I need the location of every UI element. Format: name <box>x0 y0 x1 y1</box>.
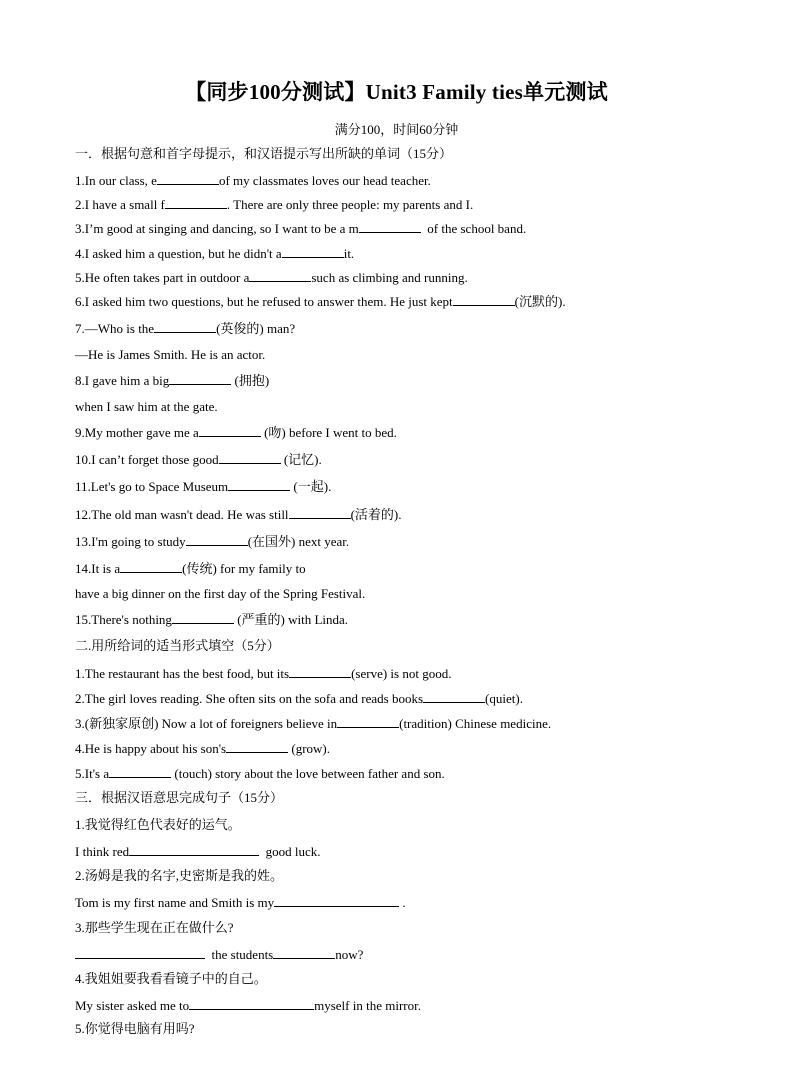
answer-blank[interactable] <box>165 196 227 209</box>
answer-blank[interactable] <box>453 293 515 306</box>
question-line: 5.He often takes part in outdoor a such as climbing and running. <box>75 270 468 285</box>
question-line: 2.汤姆是我的名字,史密斯是我的姓。 <box>75 868 284 883</box>
answer-blank[interactable] <box>154 320 216 333</box>
question-line: Tom is my first name and Smith is my . <box>75 895 406 910</box>
question-line: I think red good luck. <box>75 844 321 859</box>
question-line: 3.I’m good at singing and dancing, so I want to be a m of the school band. <box>75 221 527 236</box>
answer-blank[interactable] <box>109 765 171 778</box>
page-title: 【同步100分测试】Unit3 Family ties单元测试 <box>185 80 608 104</box>
answer-blank[interactable] <box>157 172 219 185</box>
answer-blank[interactable] <box>219 451 281 464</box>
answer-blank[interactable] <box>337 715 399 728</box>
answer-blank[interactable] <box>129 843 259 856</box>
question-line: 4.He is happy about his son's (grow). <box>75 741 331 756</box>
answer-blank[interactable] <box>249 269 311 282</box>
answer-blank[interactable] <box>172 611 234 624</box>
question-line: 1.我觉得红色代表好的运气。 <box>75 817 241 832</box>
section-3-heading: 三．根据汉语意思完成句子（15分） <box>75 790 284 805</box>
question-line: 3.(新独家原创) Now a lot of foreigners believe in (tradition) Chinese medicine. <box>75 716 552 731</box>
answer-blank[interactable] <box>274 894 399 907</box>
answer-blank[interactable] <box>186 533 248 546</box>
answer-blank[interactable] <box>282 245 344 258</box>
section-1-heading: 一．根据句意和首字母提示，和汉语提示写出所缺的单词（15分） <box>75 146 453 161</box>
answer-blank[interactable] <box>228 478 290 491</box>
question-line: 4.我姐姐要我看看镜子中的自己。 <box>75 971 267 986</box>
answer-blank[interactable] <box>199 424 261 437</box>
question-line: 10.I can’t forget those good (记忆). <box>75 452 322 467</box>
answer-blank[interactable] <box>189 997 314 1010</box>
answer-blank[interactable] <box>359 220 421 233</box>
question-line: have a big dinner on the first day of the Spring Festival. <box>75 586 366 601</box>
question-line: 8.I gave him a big (拥抱) <box>75 373 270 388</box>
answer-blank[interactable] <box>226 740 288 753</box>
question-line: the students now? <box>75 946 363 963</box>
answer-blank[interactable] <box>423 690 485 703</box>
question-line: 15.There's nothing (严重的) with Linda. <box>75 612 349 627</box>
question-line: My sister asked me to myself in the mirror. <box>75 998 421 1013</box>
question-line: —He is James Smith. He is an actor. <box>75 347 266 362</box>
question-line: 5.你觉得电脑有用吗? <box>75 1021 195 1036</box>
question-line: 13.I'm going to study (在国外) next year. <box>75 534 350 549</box>
answer-blank[interactable] <box>120 560 182 573</box>
question-line: 3.那些学生现在正在做什么? <box>75 920 234 935</box>
question-line: 9.My mother gave me a (吻) before I went to bed. <box>75 425 397 440</box>
question-line: 2.The girl loves reading. She often sits on the sofa and reads books (quiet). <box>75 691 523 706</box>
question-line: when I saw him at the gate. <box>75 399 218 414</box>
question-line: 1.The restaurant has the best food, but its (serve) is not good. <box>75 666 452 681</box>
answer-blank[interactable] <box>289 506 351 519</box>
answer-blank[interactable] <box>273 946 335 959</box>
question-line: 6.I asked him two questions, but he refused to answer them. He just kept (沉默的). <box>75 294 566 309</box>
section-2-heading: 二.用所给词的适当形式填空（5分） <box>75 638 280 653</box>
answer-blank[interactable] <box>169 372 231 385</box>
question-line: 1.In our class, e of my classmates loves our head teacher. <box>75 173 431 188</box>
question-line: 5.It's a (touch) story about the love between father and son. <box>75 766 445 781</box>
answer-blank[interactable] <box>289 665 351 678</box>
question-line: 14.It is a (传统) for my family to <box>75 561 306 576</box>
answer-blank[interactable] <box>75 946 205 959</box>
question-line: 11.Let's go to Space Museum (一起). <box>75 479 332 494</box>
question-line: 12.The old man wasn't dead. He was still (活着的). <box>75 507 402 522</box>
question-line: 7.—Who is the (英俊的) man? <box>75 321 296 336</box>
question-line: 4.I asked him a question, but he didn't a it. <box>75 246 355 261</box>
question-line: 2.I have a small f . There are only three people: my parents and I. <box>75 197 474 212</box>
page-subtitle: 满分100，时间60分钟 <box>334 122 459 137</box>
